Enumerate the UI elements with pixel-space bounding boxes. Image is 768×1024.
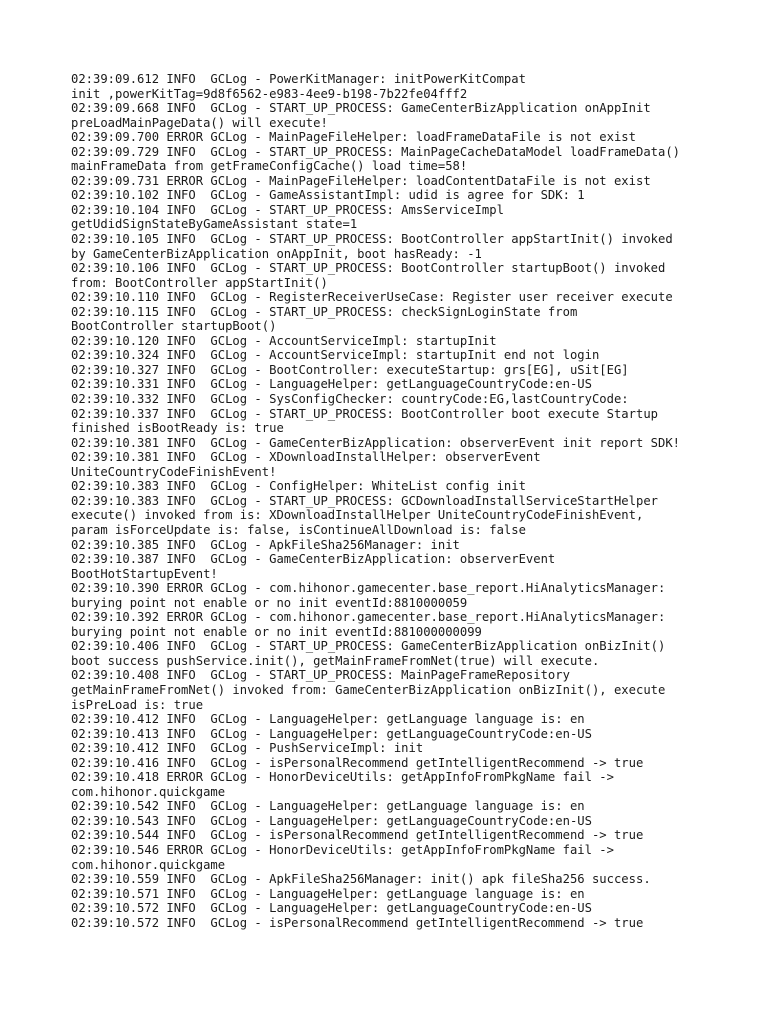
log-line: 02:39:09.612 INFO GCLog - PowerKitManager: initPowerKitCompat (71, 72, 526, 86)
log-line: UniteCountryCodeFinishEvent! (71, 464, 277, 479)
log-line: burying point not enable or no init eventId:8810000059 (71, 595, 468, 610)
log-line: 02:39:10.390 ERROR GCLog - com.hihonor.gamecenter.base_report.HiAnalyticsManager: (71, 581, 666, 596)
log-line: 02:39:10.416 INFO GCLog - isPersonalRecommend getIntelligentRecommend -> true (71, 755, 644, 770)
log-line: 02:39:10.327 INFO GCLog - BootController: executeStartup: grs[EG], uSit[EG] (71, 362, 629, 377)
log-line: 02:39:10.412 INFO GCLog - LanguageHelper: getLanguage language is: en (71, 712, 585, 727)
log-line: 02:39:10.413 INFO GCLog - LanguageHelper: getLanguageCountryCode:en-US (71, 726, 592, 741)
log-line: 02:39:10.102 INFO GCLog - GameAssistantImpl: udid is agree for SDK: 1 (71, 188, 585, 203)
log-line: 02:39:09.700 ERROR GCLog - MainPageFileHelper: loadFrameDataFile is not exist (71, 130, 636, 145)
log-line: 02:39:10.387 INFO GCLog - GameCenterBizApplication: observerEvent (71, 552, 556, 567)
log-line: 02:39:10.572 INFO GCLog - LanguageHelper: getLanguageCountryCode:en-US (71, 901, 592, 916)
log-line: burying point not enable or no init eventId:881000000099 (71, 624, 482, 639)
log-line: 02:39:10.572 INFO GCLog - isPersonalRecommend getIntelligentRecommend -> true (71, 915, 644, 930)
log-text-block (71, 72, 731, 930)
log-line: 02:39:10.543 INFO GCLog - LanguageHelper: getLanguageCountryCode:en-US (71, 813, 592, 828)
log-line: com.hihonor.quickgame (71, 857, 226, 872)
log-line: 02:39:10.115 INFO GCLog - START_UP_PROCESS: checkSignLoginState from (71, 304, 578, 319)
log-line: 02:39:10.383 INFO GCLog - ConfigHelper: WhiteList config init (71, 479, 526, 494)
log-line: 02:39:10.104 INFO GCLog - START_UP_PROCESS: AmsServiceImpl (71, 202, 504, 217)
log-line: 02:39:10.337 INFO GCLog - START_UP_PROCESS: BootController boot execute Startup (71, 406, 658, 421)
log-line: com.hihonor.quickgame (71, 784, 226, 799)
log-line: from: BootController appStartInit() (71, 275, 328, 290)
log-line: 02:39:10.381 INFO GCLog - XDownloadInstallHelper: observerEvent (71, 450, 541, 465)
log-line: 02:39:10.418 ERROR GCLog - HonorDeviceUtils: getAppInfoFromPkgName fail -> (71, 770, 614, 785)
log-line: init ,powerKitTag=9d8f6562-e983-4ee9-b198-7b22fe04fff2 (71, 86, 468, 101)
log-line: 02:39:10.546 ERROR GCLog - HonorDeviceUtils: getAppInfoFromPkgName fail -> (71, 842, 614, 857)
log-line: 02:39:09.729 INFO GCLog - START_UP_PROCESS: MainPageCacheDataModel loadFrameData() (71, 144, 681, 159)
log-line: 02:39:10.571 INFO GCLog - LanguageHelper: getLanguage language is: en (71, 886, 585, 901)
log-line: BootController startupBoot() (71, 319, 277, 334)
log-line: isPreLoad is: true (71, 697, 204, 712)
log-line: 02:39:10.332 INFO GCLog - SysConfigChecker: countryCode:EG,lastCountryCode: (71, 392, 629, 407)
log-line: 02:39:10.106 INFO GCLog - START_UP_PROCESS: BootController startupBoot() invoked (71, 261, 666, 276)
log-line: 02:39:10.105 INFO GCLog - START_UP_PROCESS: BootController appStartInit() invoked (71, 232, 673, 247)
log-line: 02:39:10.385 INFO GCLog - ApkFileSha256Manager: init (71, 537, 460, 552)
log-line: 02:39:10.383 INFO GCLog - START_UP_PROCESS: GCDownloadInstallServiceStartHelper (71, 493, 658, 508)
log-line: 02:39:10.406 INFO GCLog - START_UP_PROCESS: GameCenterBizApplication onBizInit() (71, 639, 666, 654)
log-line: by GameCenterBizApplication onAppInit, boot hasReady: -1 (71, 246, 482, 261)
log-line: 02:39:10.120 INFO GCLog - AccountServiceImpl: startupInit (71, 333, 497, 348)
log-line: 02:39:10.324 INFO GCLog - AccountServiceImpl: startupInit end not login (71, 348, 600, 363)
log-line: boot success pushService.init(), getMainFrameFromNet(true) will execute. (71, 653, 600, 668)
log-line: 02:39:10.110 INFO GCLog - RegisterReceiverUseCase: Register user receiver execute (71, 290, 673, 305)
log-line: getUdidSignStateByGameAssistant state=1 (71, 217, 358, 232)
log-line: BootHotStartupEvent! (71, 566, 218, 581)
log-line: execute() invoked from is: XDownloadInstallHelper UniteCountryCodeFinishEvent, (71, 508, 644, 523)
log-line: preLoadMainPageData() will execute! (71, 115, 328, 130)
log-line: getMainFrameFromNet() invoked from: GameCenterBizApplication onBizInit(), execute (71, 682, 666, 697)
log-line: param isForceUpdate is: false, isContinueAllDownload is: false (71, 522, 526, 537)
log-line: 02:39:10.544 INFO GCLog - isPersonalRecommend getIntelligentRecommend -> true (71, 828, 644, 843)
log-line: 02:39:10.408 INFO GCLog - START_UP_PROCESS: MainPageFrameRepository (71, 668, 570, 683)
log-line: 02:39:10.412 INFO GCLog - PushServiceImpl: init (71, 741, 424, 756)
log-line: 02:39:09.731 ERROR GCLog - MainPageFileHelper: loadContentDataFile is not exist (71, 173, 651, 188)
log-line: 02:39:10.392 ERROR GCLog - com.hihonor.gamecenter.base_report.HiAnalyticsManager: (71, 610, 666, 625)
log-line: 02:39:10.559 INFO GCLog - ApkFileSha256Manager: init() apk fileSha256 success. (71, 872, 651, 887)
log-line: 02:39:10.542 INFO GCLog - LanguageHelper: getLanguage language is: en (71, 799, 585, 814)
log-line: 02:39:09.668 INFO GCLog - START_UP_PROCESS: GameCenterBizApplication onAppInit (71, 101, 651, 116)
log-line: 02:39:10.381 INFO GCLog - GameCenterBizApplication: observerEvent init report SDK! (71, 435, 681, 450)
log-line: 02:39:10.331 INFO GCLog - LanguageHelper: getLanguageCountryCode:en-US (71, 377, 592, 392)
log-line: mainFrameData from getFrameConfigCache() load time=58! (71, 159, 468, 174)
log-line: finished isBootReady is: true (71, 421, 284, 436)
